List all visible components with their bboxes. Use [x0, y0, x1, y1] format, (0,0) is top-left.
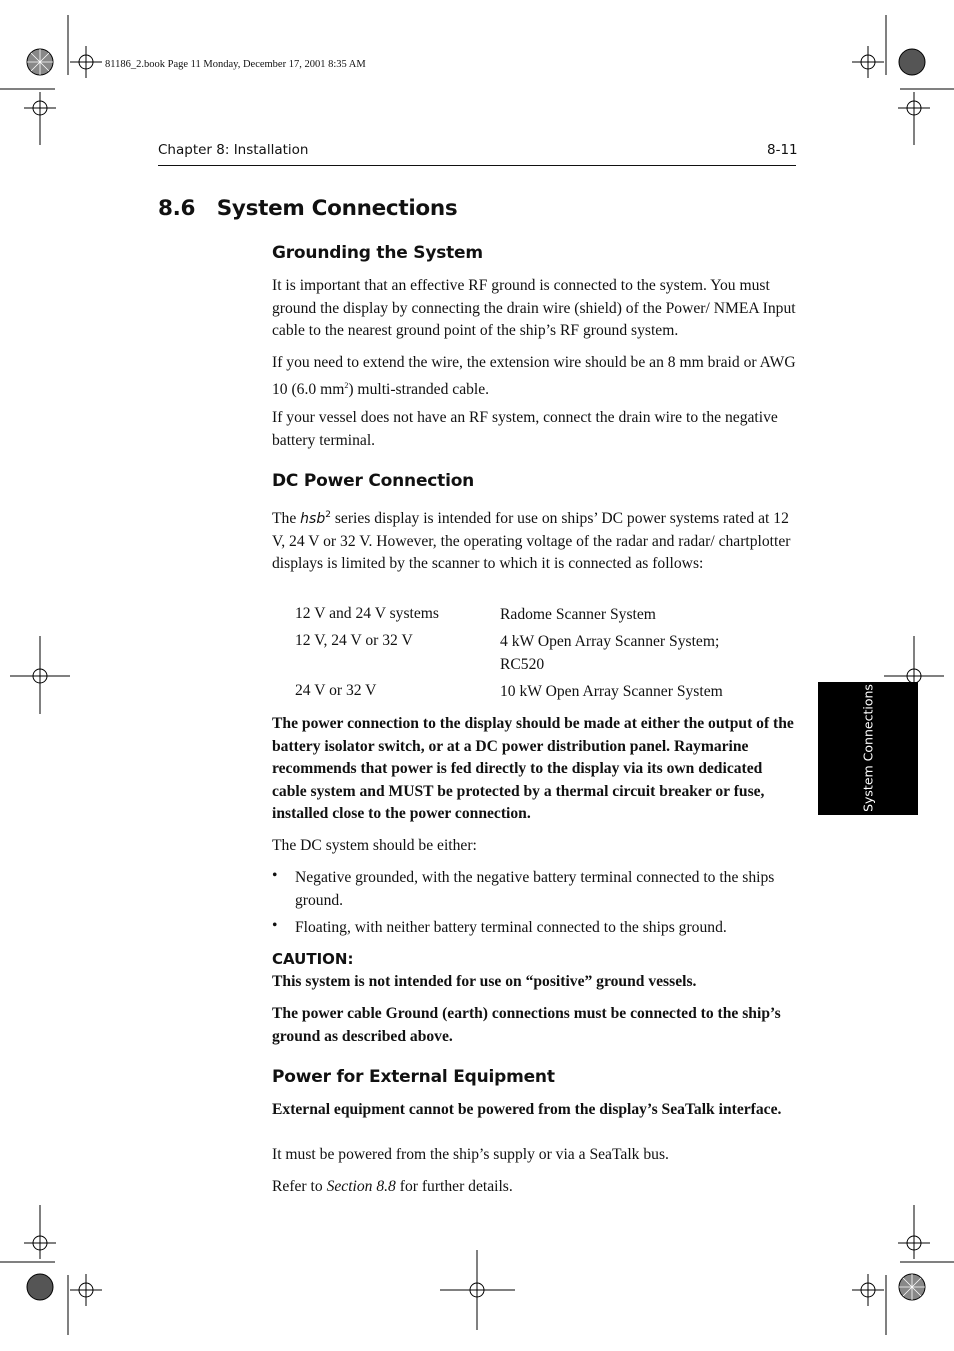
running-header-chapter: Chapter 8: Installation	[158, 142, 309, 158]
bullet-1-marker: •	[272, 867, 278, 884]
section-reference-link[interactable]: Section 8.8	[326, 1178, 396, 1195]
external-power-bold: External equipment cannot be powered from the display’s SeaTalk interface.	[272, 1101, 782, 1118]
external-power-heading: Power for External Equipment	[272, 1067, 555, 1087]
table-row-1-scanner: Radome Scanner System	[500, 606, 656, 623]
dc-power-warning-paragraph: The power connection to the display should be made at either the output of the battery isolator switch, or at a DC power distribution panel. Raymarine recommends that power is fed directly to the display via its own dedicated cable system and MUST be protected by a thermal circuit breaker or fuse, installed close to the power connection.	[272, 715, 794, 823]
grounding-p2-superscript: 2	[344, 380, 349, 390]
dc-power-heading: DC Power Connection	[272, 471, 475, 491]
grounding-paragraph-1: It is important that an effective RF ground is connected to the system. You must ground the display by connecting the drain wire (shield) of the Power/ NMEA Input cable to the nearest ground point of the ship’s RF ground system.	[272, 277, 796, 340]
grounding-p2-text: If you need to extend the wire, the extension wire should be an 8 mm braid or AWG 10 (6.0 mm	[272, 354, 796, 398]
header-rule	[158, 165, 796, 166]
table-row-2-scanner: 4 kW Open Array Scanner System;	[500, 633, 720, 650]
refer-text: Refer to	[272, 1178, 327, 1195]
table-row-2-voltage: 12 V, 24 V or 32 V	[295, 632, 413, 649]
external-power-line: It must be powered from the ship’s supply or via a SeaTalk bus.	[272, 1146, 669, 1163]
grounding-heading: Grounding the System	[272, 243, 483, 263]
table-row-3-scanner: 10 kW Open Array Scanner System	[500, 683, 723, 700]
bullet-2-marker: •	[272, 917, 278, 934]
running-header-page-number: 8-11	[767, 142, 798, 158]
refer-text-end: for further details.	[395, 1178, 513, 1195]
bullet-1-text: Negative grounded, with the negative battery terminal connected to the ships ground.	[295, 869, 775, 909]
product-name: hsb	[300, 511, 326, 528]
side-thumb-tab	[818, 682, 918, 815]
dc-power-intro	[272, 504, 797, 576]
dc-intro-text-rest: series display is intended for use on ships’ DC power systems rated at 12 V, 24 V or 32 V. However, the operating voltage of the radar and radar/ chartplotter displays is limited by the scanner to which it is connected as follows:	[272, 510, 791, 573]
dc-system-either: The DC system should be either:	[272, 837, 477, 854]
grounding-paragraph-2	[272, 352, 797, 401]
table-row-2-scanner-line2: RC520	[500, 656, 545, 673]
caution-label: CAUTION:	[272, 950, 354, 968]
product-superscript: 2	[325, 510, 331, 520]
side-tab-label: System Connections	[860, 684, 876, 812]
print-slug: 81186_2.book Page 11 Monday, December 17, 2001 8:35 AM	[105, 59, 366, 70]
table-row-3-voltage: 24 V or 32 V	[295, 682, 377, 699]
caution-text-2: The power cable Ground (earth) connections must be connected to the ship’s ground as described above.	[272, 1005, 781, 1045]
section-title: 8.6 System Connections	[158, 196, 458, 221]
dc-intro-text: The	[272, 510, 301, 528]
grounding-paragraph-3: If your vessel does not have an RF system, connect the drain wire to the negative battery terminal.	[272, 409, 778, 449]
refer-paragraph	[272, 1176, 797, 1199]
table-row-1-voltage: 12 V and 24 V systems	[295, 605, 439, 622]
grounding-p2-text-end: ) multi-stranded cable.	[348, 380, 490, 398]
bullet-2-text: Floating, with neither battery terminal connected to the ships ground.	[295, 919, 727, 936]
caution-text-1: This system is not intended for use on “positive” ground vessels.	[272, 973, 697, 990]
